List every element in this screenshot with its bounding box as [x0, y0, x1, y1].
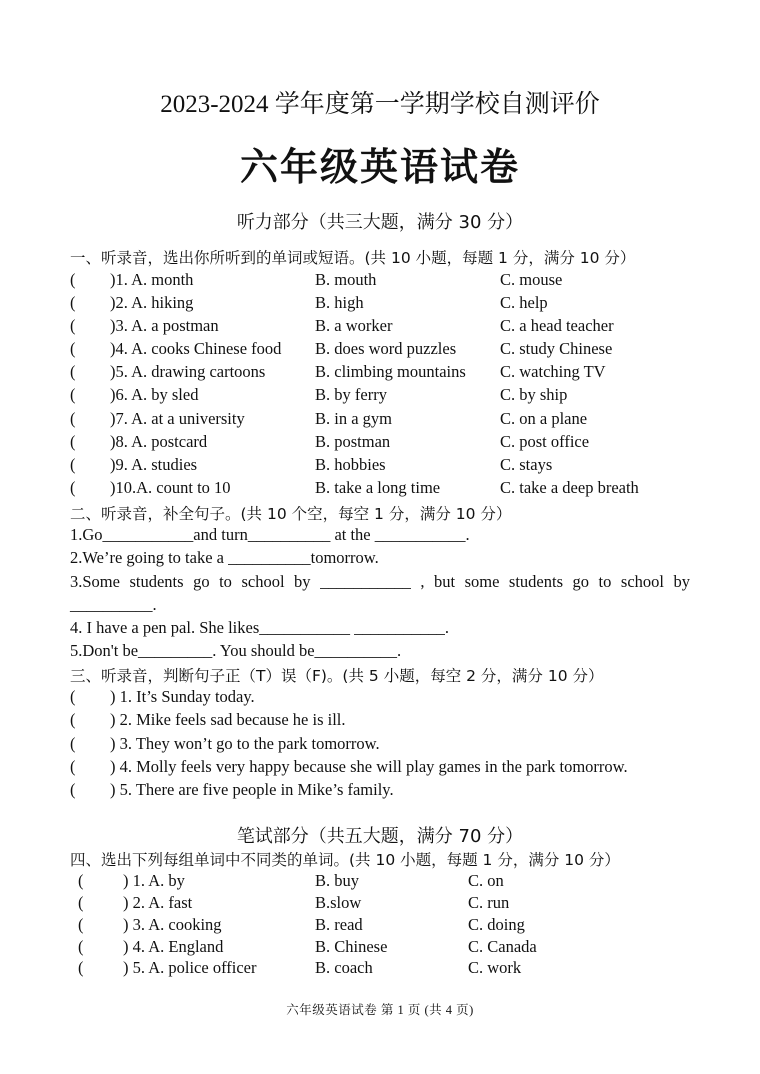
option-c: C. on [468, 871, 504, 890]
answer-bracket: ( [78, 937, 84, 956]
section1-heading: 一、听录音，选出你所听到的单词或短语。(共 10 小题，每题 1 分，满分 10 分） [70, 249, 636, 267]
fill-blank-line: __________. [70, 595, 157, 614]
option-a: )2. A. hiking [110, 293, 194, 312]
option-c: C. post office [500, 432, 590, 451]
answer-bracket: ( [70, 757, 76, 776]
option-a: ) 4. A. England [123, 937, 224, 956]
answer-bracket: ( [78, 893, 84, 912]
answer-bracket: ( [70, 687, 76, 706]
option-a: ) 5. A. police officer [123, 958, 257, 977]
option-c: C. help [500, 293, 548, 312]
option-a: ) 3. A. cooking [123, 915, 222, 934]
option-a: )7. A. at a university [110, 409, 245, 428]
option-c: C. stays [500, 455, 553, 474]
statement: ) 1. It’s Sunday today. [110, 687, 255, 706]
answer-bracket: ( [70, 339, 76, 358]
option-c: C. work [468, 958, 522, 977]
statement: ) 3. They won’t go to the park tomorrow. [110, 734, 380, 753]
option-b: B. mouth [315, 270, 377, 289]
answer-bracket: ( [70, 293, 76, 312]
answer-bracket: ( [70, 455, 76, 474]
option-b: B. read [315, 915, 363, 934]
option-b: B. postman [315, 432, 391, 451]
answer-bracket: ( [78, 915, 84, 934]
option-a: )9. A. studies [110, 455, 198, 474]
option-b: B. does word puzzles [315, 339, 457, 358]
fill-blank-line: 2.We’re going to take a __________tomorrow. [70, 548, 379, 567]
section2-heading: 二、听录音，补全句子。(共 10 个空，每空 1 分，满分 10 分） [70, 505, 512, 523]
option-b: B. high [315, 293, 364, 312]
section3-heading: 三、听录音，判断句子正（T）误（F)。(共 5 小题，每空 2 分，满分 10 分） [70, 667, 604, 685]
option-a: ) 2. A. fast [123, 893, 193, 912]
option-c: C. mouse [500, 270, 563, 289]
option-a: )10.A. count to 10 [110, 478, 231, 497]
option-a: )1. A. month [110, 270, 194, 289]
answer-bracket: ( [70, 478, 76, 497]
option-b: B. a worker [315, 316, 393, 335]
option-b: B. in a gym [315, 409, 392, 428]
option-c: C. Canada [468, 937, 537, 956]
option-a: )8. A. postcard [110, 432, 208, 451]
option-b: B.slow [315, 893, 362, 912]
school-title: 2023-2024 学年度第一学期学校自测评价 [160, 91, 600, 118]
option-b: B. take a long time [315, 478, 441, 497]
option-b: B. Chinese [315, 937, 388, 956]
option-c: C. on a plane [500, 409, 588, 428]
answer-bracket: ( [70, 409, 76, 428]
listening-part-title: 听力部分（共三大题，满分 30 分） [236, 212, 524, 233]
answer-bracket: ( [70, 316, 76, 335]
option-a: ) 1. A. by [123, 871, 185, 890]
option-a: )6. A. by sled [110, 385, 199, 404]
fill-blank-line: 1.Go___________and turn__________ at the ___________. [70, 525, 470, 544]
option-a: )5. A. drawing cartoons [110, 362, 266, 381]
fill-blank-line: 3.Some students go to school by ___________ , but some students go to school by [70, 572, 690, 591]
answer-bracket: ( [78, 958, 84, 977]
option-a: )4. A. cooks Chinese food [110, 339, 282, 358]
option-c: C. by ship [500, 385, 568, 404]
option-b: B. by ferry [315, 385, 387, 404]
answer-bracket: ( [78, 871, 84, 890]
exam-title: 六年级英语试卷 [239, 147, 520, 189]
option-a: )3. A. a postman [110, 316, 219, 335]
option-c: C. watching TV [500, 362, 606, 381]
statement: ) 5. There are five people in Mike’s family. [110, 780, 394, 799]
answer-bracket: ( [70, 270, 76, 289]
option-b: B. buy [315, 871, 360, 890]
page-footer: 六年级英语试卷 第 1 页 (共 4 页) [286, 1003, 474, 1017]
fill-blank-line: 4. I have a pen pal. She likes___________ ___________. [70, 618, 449, 637]
answer-bracket: ( [70, 362, 76, 381]
answer-bracket: ( [70, 385, 76, 404]
option-b: B. climbing mountains [315, 362, 466, 381]
statement: ) 4. Molly feels very happy because she will play games in the park tomorrow. [110, 757, 628, 776]
writing-part-title: 笔试部分（共五大题，满分 70 分） [236, 826, 524, 847]
statement: ) 2. Mike feels sad because he is ill. [110, 710, 346, 729]
option-c: C. study Chinese [500, 339, 613, 358]
option-b: B. hobbies [315, 455, 386, 474]
answer-bracket: ( [70, 710, 76, 729]
answer-bracket: ( [70, 734, 76, 753]
fill-blank-line: 5.Don't be_________. You should be__________. [70, 641, 402, 660]
option-c: C. run [468, 893, 510, 912]
answer-bracket: ( [70, 780, 76, 799]
section4-heading: 四、选出下列每组单词中不同类的单词。(共 10 小题，每题 1 分，满分 10 分） [70, 851, 620, 869]
answer-bracket: ( [70, 432, 76, 451]
option-b: B. coach [315, 958, 373, 977]
option-c: C. take a deep breath [500, 478, 639, 497]
option-c: C. doing [468, 915, 525, 934]
option-c: C. a head teacher [500, 316, 614, 335]
